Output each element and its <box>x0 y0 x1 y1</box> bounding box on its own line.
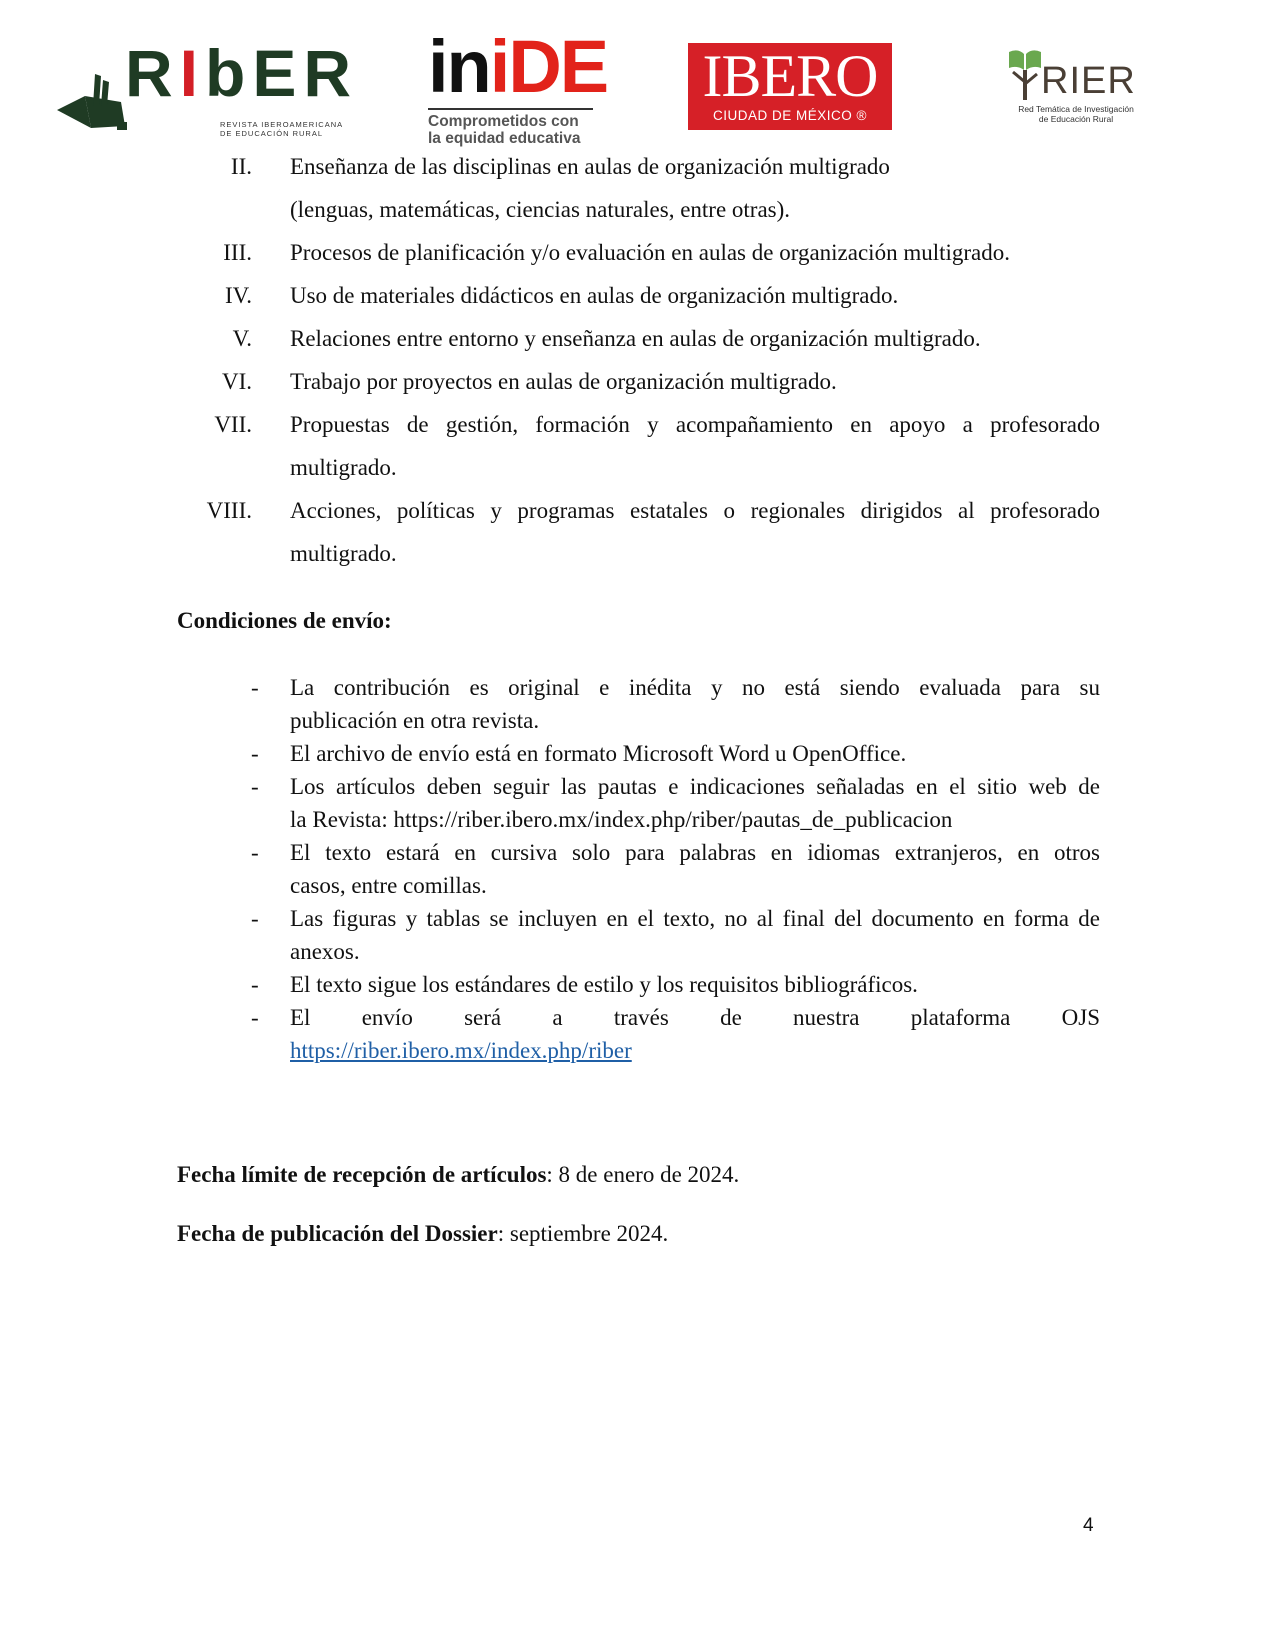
inide-tagline: Comprometidos con la equidad educativa <box>428 113 581 148</box>
condition-text: El envío será a través de nuestra plataforma OJS <box>290 1005 1100 1030</box>
inide-divider <box>428 108 593 110</box>
topic-text: Trabajo por proyectos en aulas de organización multigrado. <box>290 369 837 394</box>
deadline-value: : 8 de enero de 2024. <box>546 1162 740 1187</box>
bullet-dash: - <box>251 972 259 997</box>
condition-text: Los artículos deben seguir las pautas e indicaciones señaladas en el sitio web de <box>290 774 1100 799</box>
ibero-logo <box>688 43 892 130</box>
topic-text: Propuestas de gestión, formación y acompañamiento en apoyo a profesorado <box>290 412 1100 437</box>
topic-text: multigrado. <box>290 541 397 566</box>
condition-text: publicación en otra revista. <box>290 708 540 733</box>
ojs-platform-link[interactable]: https://riber.ibero.mx/index.php/riber <box>290 1038 632 1063</box>
deadline-line <box>177 1158 739 1191</box>
tree-book-icon <box>1005 48 1045 104</box>
rier-logo <box>1005 48 1145 133</box>
riber-subtitle: REVISTA IBEROAMERICANA DE EDUCACIÓN RURAL <box>220 120 344 139</box>
inide-wordmark: iniDE <box>428 25 608 108</box>
topic-numeral: IV. <box>224 283 252 308</box>
topic-text: Procesos de planificación y/o evaluación en aulas de organización multigrado. <box>290 240 1010 265</box>
bullet-dash: - <box>251 906 259 931</box>
topic-numeral: III. <box>223 240 252 265</box>
topic-numeral: VI. <box>221 369 252 394</box>
bullet-dash: - <box>251 675 259 700</box>
condition-text: El archivo de envío está en formato Microsoft Word u OpenOffice. <box>290 741 907 766</box>
condition-text: El texto estará en cursiva solo para palabras en idiomas extranjeros, en otros <box>290 840 1100 865</box>
condition-text: la Revista: https://riber.ibero.mx/index.php/riber/pautas_de_publicacion <box>290 807 953 832</box>
open-book-icon <box>55 66 127 136</box>
publication-label: Fecha de publicación del Dossier <box>177 1221 498 1246</box>
ibero-subtitle: CIUDAD DE MÉXICO ® <box>713 108 867 123</box>
condition-text: casos, entre comillas. <box>290 873 487 898</box>
rier-subtitle: Red Temática de Investigación de Educación Rural <box>1018 104 1134 124</box>
topic-numeral: VIII. <box>206 498 252 523</box>
condition-text: La contribución es original e inédita y no está siendo evaluada para su <box>290 675 1100 700</box>
topic-text: Enseñanza de las disciplinas en aulas de organización multigrado <box>290 154 890 179</box>
riber-logo <box>55 36 359 140</box>
page-number: 4 <box>1083 1515 1094 1536</box>
topic-numeral: VII. <box>214 412 252 437</box>
topic-text: multigrado. <box>290 455 397 480</box>
topic-text: (lenguas, matemáticas, ciencias naturales, entre otras). <box>290 197 791 222</box>
condition-text: Las figuras y tablas se incluyen en el texto, no al final del documento en forma de <box>290 906 1100 931</box>
bullet-dash: - <box>251 774 259 799</box>
deadline-label: Fecha límite de recepción de artículos <box>177 1162 547 1187</box>
topic-text: Uso de materiales didácticos en aulas de organización multigrado. <box>290 283 899 308</box>
riber-wordmark: RIbER <box>125 36 359 110</box>
bullet-dash: - <box>251 1005 259 1030</box>
bullet-dash: - <box>251 741 259 766</box>
rier-wordmark: RIER <box>1041 60 1136 102</box>
publication-value: : septiembre 2024. <box>497 1221 669 1246</box>
publication-line <box>177 1217 668 1250</box>
topic-numeral: V. <box>232 326 252 351</box>
condition-text: El texto sigue los estándares de estilo y los requisitos bibliográficos. <box>290 972 918 997</box>
ibero-wordmark: IBERO <box>702 43 878 109</box>
conditions-heading: Condiciones de envío: <box>177 608 392 633</box>
topic-numeral: II. <box>230 154 252 179</box>
bullet-dash: - <box>251 840 259 865</box>
topic-text: Relaciones entre entorno y enseñanza en aulas de organización multigrado. <box>290 326 981 351</box>
topic-text: Acciones, políticas y programas estatales o regionales dirigidos al profesorado <box>290 498 1100 523</box>
condition-text: anexos. <box>290 939 360 964</box>
inide-logo <box>428 25 608 150</box>
